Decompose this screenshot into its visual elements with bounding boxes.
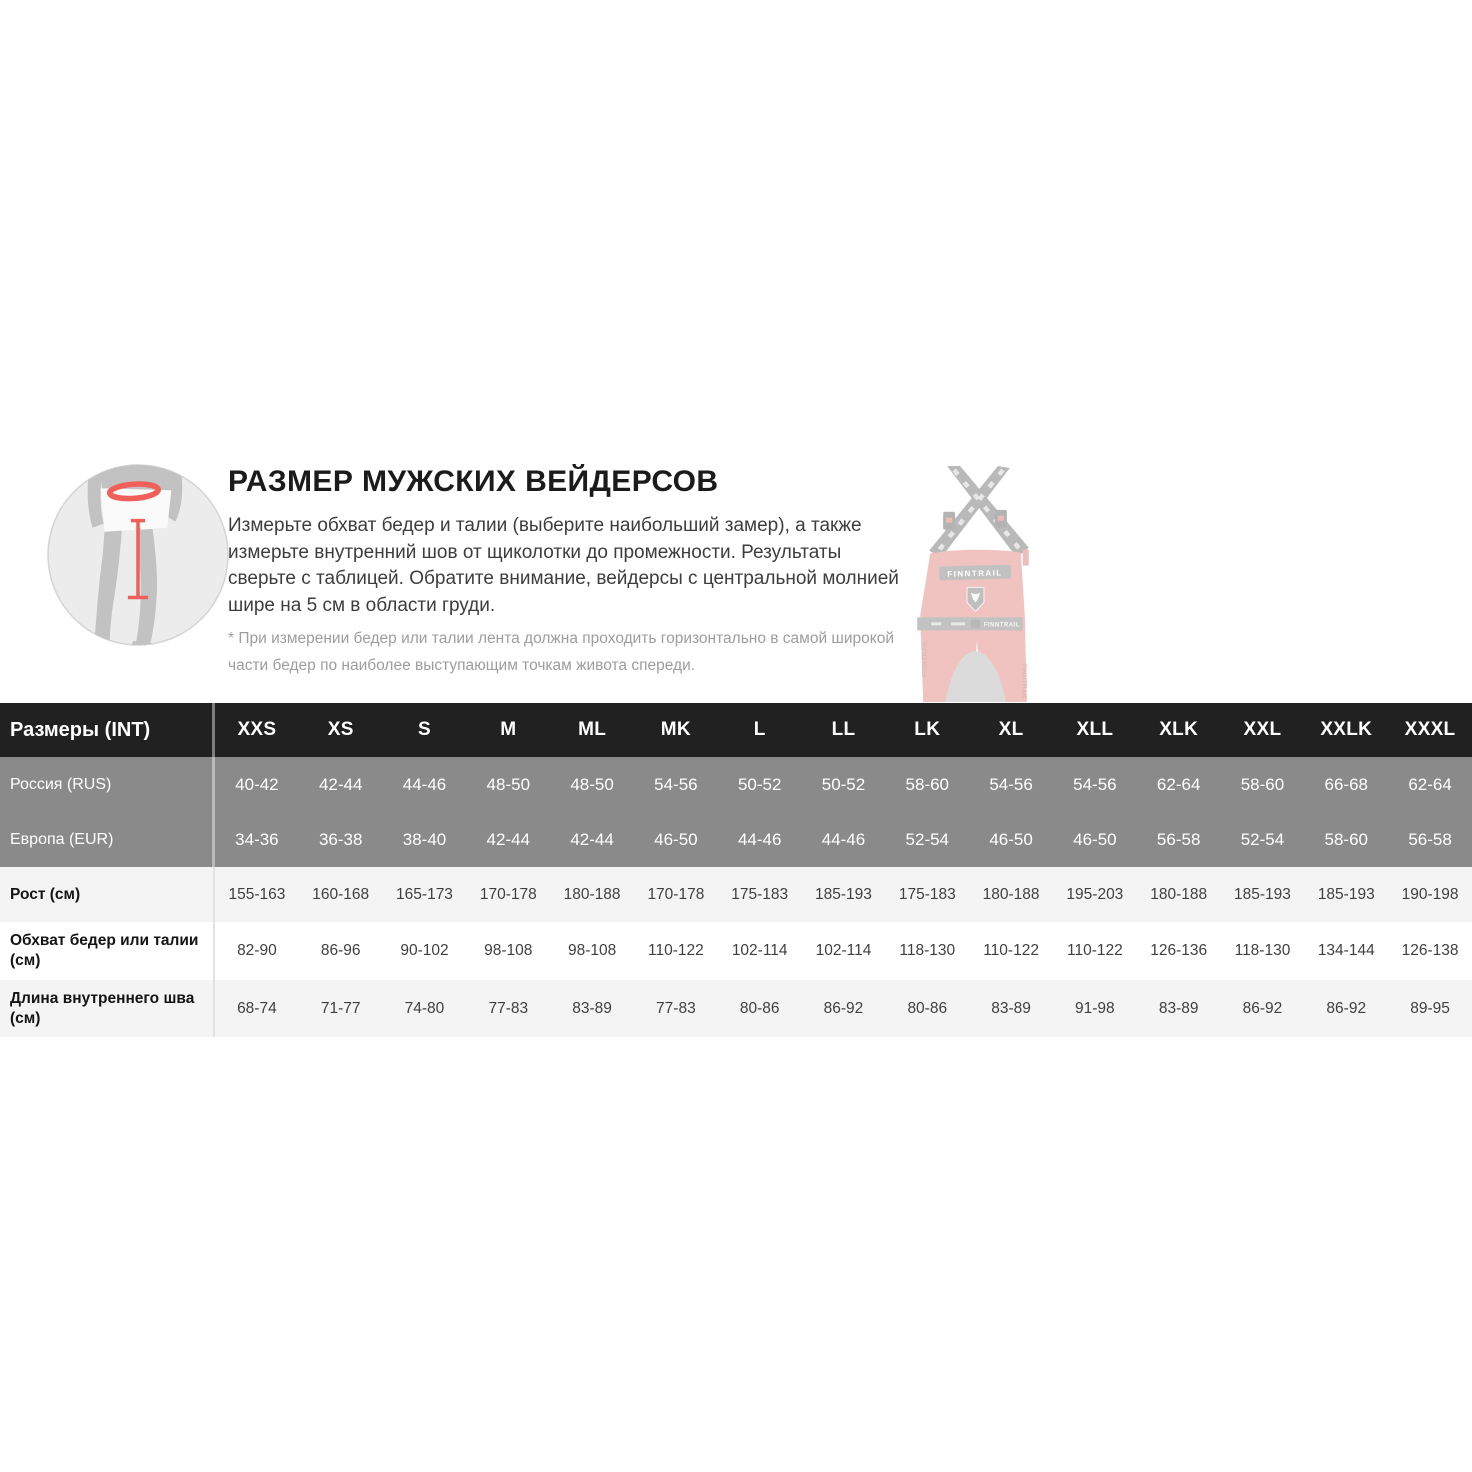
- size-cell: 91-98: [1075, 999, 1115, 1017]
- size-table: [0, 703, 1472, 1037]
- column-header: LL: [831, 719, 856, 740]
- column-header: XXLK: [1320, 719, 1373, 740]
- chest-brand-band: [939, 565, 1011, 581]
- side-tab: [1023, 550, 1029, 566]
- size-cell: 175-183: [898, 885, 956, 903]
- size-cell: 118-130: [1234, 942, 1291, 959]
- row-label: Рост (см): [0, 867, 215, 922]
- size-cell: 98-108: [484, 942, 533, 959]
- size-cell: 118-130: [899, 942, 956, 959]
- size-cell: 195-203: [1066, 885, 1124, 903]
- size-cell: 180-188: [982, 885, 1040, 903]
- size-cell: 54-56: [989, 774, 1033, 794]
- waist-belt: [917, 617, 1023, 630]
- size-cell: 110-122: [983, 942, 1039, 959]
- size-cell: 38-40: [402, 829, 447, 849]
- size-cell: 83-89: [991, 999, 1031, 1017]
- size-cell: 58-60: [1324, 829, 1368, 849]
- size-cell: 185-193: [815, 885, 872, 903]
- column-header: M: [500, 719, 517, 740]
- waders-product-image: [903, 466, 1048, 703]
- size-cell: 52-54: [1240, 829, 1285, 849]
- table-row: [0, 812, 1472, 867]
- left-leg-brand-label: FINNTRAIL: [922, 640, 930, 678]
- size-cell: 62-64: [1156, 774, 1201, 794]
- row-label: Обхват бедер или талии (см): [0, 922, 215, 980]
- intro-text-block: [228, 464, 904, 679]
- size-cell: 126-138: [1401, 942, 1459, 959]
- column-header: S: [418, 719, 431, 740]
- column-header: XXL: [1243, 719, 1282, 740]
- size-cell: 74-80: [404, 999, 445, 1017]
- red-waders-illustration: [903, 466, 1048, 703]
- column-header: L: [753, 719, 766, 740]
- column-header: XLK: [1159, 719, 1199, 740]
- row-label: Длина внутреннего шва (см): [0, 980, 215, 1037]
- size-cell: 48-50: [570, 774, 614, 794]
- belt-brand-label: FINNTRAIL: [983, 622, 1020, 629]
- description: Измерьте обхват бедер и талии (выберите наибольший замер), а также измерьте внутренний шов от щиколотки до промежности. Результаты сверьте с таблицей. Обратите внимание, вейдерсы с центральной молнией шире на 5 см в области груди.: [228, 515, 899, 616]
- size-cell: 62-64: [1408, 774, 1452, 794]
- size-cell: 180-188: [1150, 885, 1208, 903]
- size-cell: 170-178: [647, 885, 705, 903]
- table-row: [0, 980, 1472, 1037]
- size-cell: 102-114: [815, 942, 872, 959]
- size-cell: 46-50: [1073, 829, 1117, 849]
- table-row: [0, 922, 1472, 980]
- size-cell: 90-102: [400, 942, 449, 959]
- right-leg-brand-label: FINNTRAIL: [1019, 663, 1027, 700]
- size-cell: 86-92: [1326, 999, 1367, 1017]
- size-cell: 170-178: [479, 885, 537, 903]
- size-cell: 54-56: [1073, 774, 1117, 794]
- size-cell: 46-50: [654, 829, 698, 849]
- size-cell: 44-46: [821, 829, 866, 849]
- size-cell: 160-168: [312, 885, 370, 903]
- size-cell: 190-198: [1401, 885, 1459, 903]
- brand-label: FINNTRAIL: [947, 568, 1003, 579]
- column-header: LK: [914, 719, 941, 740]
- size-cell: 44-46: [737, 829, 782, 849]
- size-cell: 86-92: [823, 999, 864, 1017]
- size-cell: 180-188: [563, 885, 621, 903]
- size-cell: 58-60: [905, 774, 950, 794]
- size-cell: 155-163: [228, 885, 286, 903]
- column-header: XLL: [1076, 719, 1114, 740]
- size-cell: 68-74: [237, 999, 277, 1017]
- size-cell: 40-42: [235, 774, 279, 794]
- size-cell: 126-136: [1150, 942, 1208, 959]
- size-cell: 77-83: [656, 999, 696, 1017]
- size-cell: 83-89: [572, 999, 612, 1017]
- size-cell: 56-58: [1408, 829, 1452, 849]
- size-cell: 175-183: [731, 885, 789, 903]
- size-cell: 80-86: [907, 999, 948, 1017]
- column-header: MK: [660, 719, 691, 740]
- column-header: XXS: [237, 719, 277, 740]
- size-cell: 42-44: [570, 829, 614, 849]
- size-cell: 82-90: [237, 942, 277, 959]
- size-cell: 56-58: [1156, 829, 1201, 849]
- size-cell: 48-50: [486, 774, 531, 794]
- size-cell: 165-173: [396, 885, 453, 903]
- size-cell: 36-38: [318, 829, 363, 849]
- table-corner-label: Размеры (INT): [0, 703, 215, 757]
- measurement-illustration: [46, 463, 230, 647]
- size-cell: 83-89: [1158, 999, 1199, 1017]
- size-cell: 42-44: [318, 774, 363, 794]
- size-cell: 34-36: [235, 829, 279, 849]
- table-header-row: [0, 703, 1472, 757]
- suspender-straps: [929, 466, 1029, 558]
- size-cell: 185-193: [1234, 885, 1291, 903]
- size-cell: 46-50: [989, 829, 1033, 849]
- size-cell: 134-144: [1317, 942, 1375, 959]
- row-label: Россия (RUS): [0, 757, 215, 812]
- size-cell: 86-96: [320, 942, 361, 959]
- row-label: Европа (EUR): [0, 812, 215, 867]
- size-cell: 110-122: [648, 942, 704, 959]
- column-header: XS: [327, 719, 354, 740]
- footnote: * При измерении бедер или талии лента должна проходить горизонтально в самой широкой части бедер по наиболее выступающим точкам живота спереди.: [228, 630, 894, 674]
- table-row: [0, 757, 1472, 812]
- size-cell: 52-54: [905, 829, 950, 849]
- page-title: РАЗМЕР МУЖСКИХ ВЕЙДЕРСОВ: [228, 465, 719, 498]
- size-cell: 86-92: [1242, 999, 1283, 1017]
- size-cell: 77-83: [488, 999, 529, 1017]
- size-cell: 80-86: [739, 999, 780, 1017]
- size-cell: 50-52: [821, 774, 866, 794]
- table-row: [0, 867, 1472, 922]
- column-header: XL: [998, 719, 1024, 740]
- size-cell: 54-56: [654, 774, 698, 794]
- size-cell: 50-52: [737, 774, 782, 794]
- size-cell: 110-122: [1067, 942, 1123, 959]
- size-cell: 44-46: [402, 774, 447, 794]
- size-cell: 42-44: [486, 829, 531, 849]
- size-cell: 98-108: [567, 942, 617, 959]
- size-cell: 71-77: [320, 999, 361, 1017]
- hips-inseam-figure-icon: [46, 463, 230, 647]
- size-cell: 58-60: [1240, 774, 1285, 794]
- column-header: XXXL: [1404, 719, 1456, 740]
- size-cell: 185-193: [1317, 885, 1375, 903]
- column-header: ML: [578, 719, 607, 740]
- size-cell: 66-68: [1324, 774, 1368, 794]
- size-cell: 89-95: [1410, 999, 1450, 1017]
- size-cell: 102-114: [731, 942, 788, 959]
